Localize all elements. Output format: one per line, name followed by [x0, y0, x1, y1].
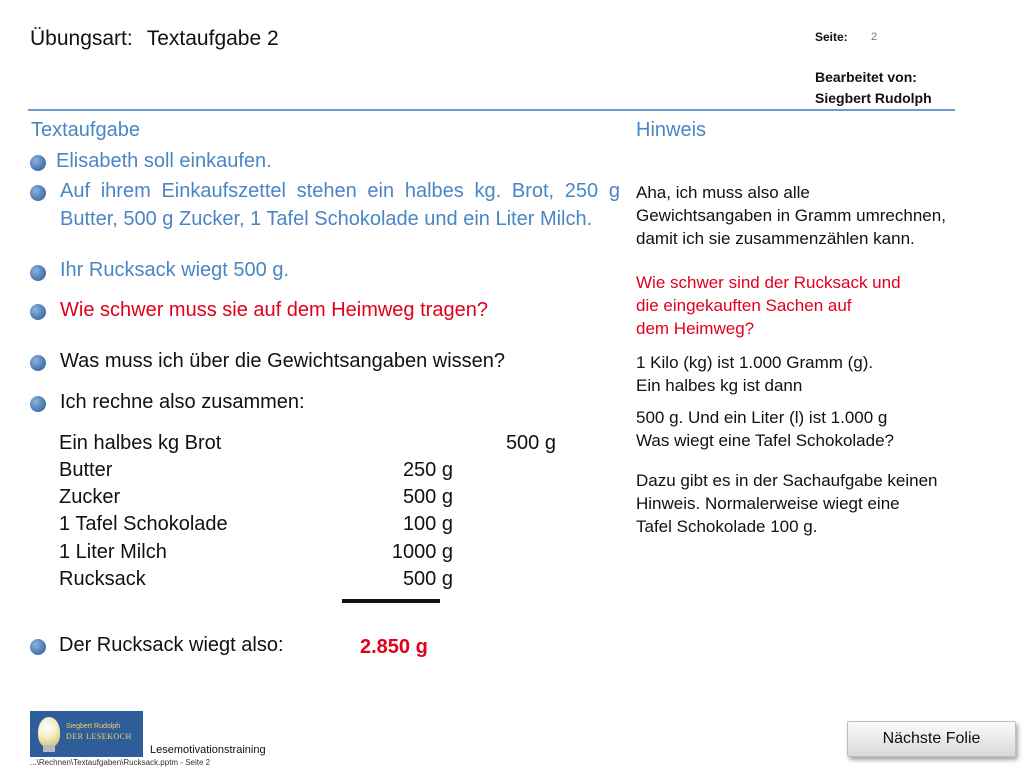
- next-slide-button[interactable]: Nächste Folie: [847, 721, 1016, 757]
- hint-line: Wie schwer sind der Rucksack und: [636, 273, 901, 292]
- bullet-icon: [30, 396, 46, 412]
- bullet-icon: [30, 355, 46, 371]
- bullet-icon: [30, 155, 46, 171]
- calc-item: 1 Tafel Schokolade: [59, 513, 228, 535]
- exercise-type-label: Übungsart:: [30, 27, 133, 50]
- result-label: Der Rucksack wiegt also:: [59, 634, 284, 656]
- hint-line: 500 g. Und ein Liter (l) ist 1.000 g: [636, 408, 888, 427]
- logo-author: Siegbert Rudolph: [66, 723, 121, 730]
- lesekoch-logo: [30, 711, 143, 757]
- task-line-1: Elisabeth soll einkaufen.: [56, 150, 272, 172]
- task-line-2: Auf ihrem Einkaufszettel stehen ein halbes kg. Brot, 250 g Butter, 500 g Zucker, 1 Tafel Schokolade und ein Liter Milch.: [60, 180, 620, 230]
- lightbulb-icon: [38, 717, 60, 747]
- logo-brand: DER LESEKOCH: [66, 732, 132, 741]
- section-heading-task: Textaufgabe: [31, 119, 140, 141]
- section-heading-hint: Hinweis: [636, 119, 707, 141]
- page-label: Seite:: [815, 30, 848, 44]
- result-value: 2.850 g: [360, 636, 428, 658]
- hint-line: Aha, ich muss also alle: [636, 183, 810, 202]
- header-divider: [28, 109, 955, 111]
- calc-value: 1000 g: [391, 541, 453, 563]
- hint-line: 1 Kilo (kg) ist 1.000 Gramm (g).: [636, 353, 874, 372]
- hint-line: die eingekauften Sachen auf: [636, 296, 852, 315]
- hint-line: Ein halbes kg ist dann: [636, 376, 803, 395]
- footer-path: ...\Rechnen\Textaufgaben\Rucksack.pptm - Seite 2: [30, 758, 211, 767]
- page-number: 2: [871, 31, 878, 43]
- page-title: [30, 27, 279, 51]
- exercise-title: Textaufgabe 2: [146, 27, 279, 50]
- calc-item: Zucker: [59, 486, 121, 508]
- compute-line: Ich rechne also zusammen:: [60, 391, 305, 413]
- calc-item: 1 Liter Milch: [59, 541, 167, 563]
- editor-info: [815, 67, 932, 109]
- calc-item: Butter: [59, 459, 113, 481]
- bullet-icon: [30, 185, 46, 201]
- hint-line: Gewichtsangaben in Gramm umrechnen,: [636, 206, 946, 225]
- hint-3: [636, 351, 873, 397]
- hint-4: [636, 406, 894, 452]
- author-name: Siegbert Rudolph: [815, 90, 932, 106]
- bullet-icon: [30, 265, 46, 281]
- calc-value: 500 g: [402, 486, 453, 508]
- hint-1: [636, 181, 946, 250]
- hint-line: Was wiegt eine Tafel Schokolade?: [636, 431, 894, 450]
- calc-item: Rucksack: [59, 568, 146, 590]
- calc-item: Ein halbes kg Brot: [59, 432, 222, 454]
- sum-line: [342, 599, 440, 603]
- calc-value: 100 g: [402, 513, 453, 535]
- edited-by-label: Bearbeitet von:: [815, 69, 917, 85]
- task-line-3: Ihr Rucksack wiegt 500 g.: [60, 259, 289, 281]
- hint-2: [636, 271, 901, 340]
- calc-value: 500 g: [402, 568, 453, 590]
- task-question: Wie schwer muss sie auf dem Heimweg tragen?: [60, 299, 488, 321]
- calc-value: 500 g: [505, 432, 556, 454]
- lightbulb-base: [43, 745, 55, 752]
- bullet-icon: [30, 304, 46, 320]
- calc-value: 250 g: [402, 459, 453, 481]
- hint-5: [636, 469, 937, 538]
- hint-line: Tafel Schokolade 100 g.: [636, 517, 818, 536]
- hint-line: Hinweis. Normalerweise wiegt eine: [636, 494, 900, 513]
- hint-line: Dazu gibt es in der Sachaufgabe keinen: [636, 471, 938, 490]
- footer-label: Lesemotivationstraining: [150, 744, 266, 756]
- knowledge-question: Was muss ich über die Gewichtsangaben wissen?: [60, 350, 506, 372]
- bullet-icon: [30, 639, 46, 655]
- hint-line: damit ich sie zusammenzählen kann.: [636, 229, 915, 248]
- hint-line: dem Heimweg?: [636, 319, 755, 338]
